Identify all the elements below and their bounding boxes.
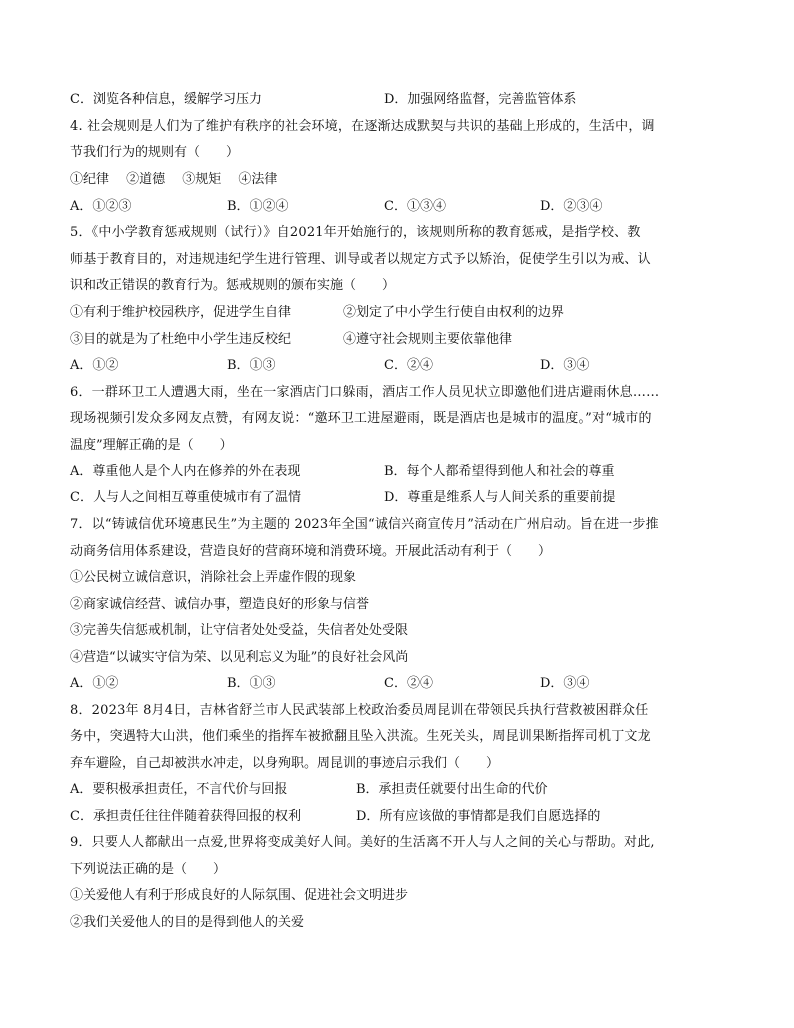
q7-item-3: ③完善失信惩戒机制，让守信者处处受益，失信者处处受限: [70, 623, 409, 638]
q7-stem-line-2: 动商务信用体系建设，营造良好的营商环境和消费环境。开展此活动有利于（ ）: [70, 544, 552, 559]
q8-stem-line-1: 8．2023年 8月4日，吉林省舒兰市人民武装部上校政治委员周昆训在带领民兵执行营救被困群众任: [70, 703, 649, 718]
q4-option-c: C．①③④: [384, 199, 446, 214]
q7-item-4: ④营造“以诚实守信为荣、以见利忘义为耻”的良好社会风尚: [70, 650, 409, 665]
q5-option-a: A．①②: [70, 358, 119, 373]
q8-option-a: A．要积极承担责任，不言代价与回报: [70, 782, 288, 797]
q4-option-b: B．①②④: [227, 199, 289, 214]
q9-item-2: ②我们关爱他人的目的是得到他人的关爱: [70, 915, 305, 930]
q5-stem-line-3: 识和改正错误的教育行为。惩戒规则的颁布实施（ ）: [70, 278, 396, 293]
q5-stem-line-1: 5．《中小学教育惩戒规则（试行）》自2021年开始施行的，该规则所称的教育惩戒，是指学校、教: [70, 225, 641, 240]
q5-option-c: C．②④: [384, 358, 433, 373]
q8-option-d: D．所有应该做的事情都是我们自愿选择的: [356, 809, 601, 824]
q7-stem-line-1: 7．以“铸诚信优环境惠民生”为主题的 2023年全国“诚信兴商宣传月”活动在广州启动。旨在进一步推: [70, 517, 659, 532]
q6-stem-line-3: 温度”理解正确的是（ ）: [70, 438, 233, 453]
q7-item-1: ①公民树立诚信意识，消除社会上弄虚作假的现象: [70, 570, 357, 585]
q7-option-d: D．③④: [540, 676, 590, 691]
q8-stem-line-3: 弃车避险，自己却被洪水冲走，以身殉职。周昆训的事迹启示我们（ ）: [70, 756, 500, 771]
q5-item-1: ①有利于维护校园秩序，促进学生自律: [70, 305, 292, 320]
q9-stem-line-1: 9．只要人人都献出一点爱,世界将变成美好人间。美好的生活离不开人与人之间的关心与帮助。对此,: [70, 835, 655, 850]
q5-item-3: ③目的就是为了杜绝中小学生违反校纪: [70, 332, 292, 347]
q6-option-d: D．尊重是维系人与人间关系的重要前提: [384, 490, 616, 505]
q4-stem-line-2: 节我们行为的规则有（ ）: [70, 145, 240, 160]
q5-item-4: ④遵守社会规则主要依靠他律: [343, 332, 513, 347]
q4-option-d: D．②③④: [540, 199, 603, 214]
q3-option-c: C．浏览各种信息，缓解学习压力: [70, 92, 262, 107]
q9-stem-line-2: 下列说法正确的是（ ）: [70, 862, 227, 877]
q7-option-b: B．①③: [227, 676, 276, 691]
q8-option-c: C．承担责任往往伴随着获得回报的权利: [70, 809, 301, 824]
q7-option-a: A．①②: [70, 676, 119, 691]
q5-option-d: D．③④: [540, 358, 590, 373]
q4-option-a: A．①②③: [70, 199, 132, 214]
q4-stem-line-1: 4. 社会规则是人们为了维护有秩序的社会环境，在逐渐达成默契与共识的基础上形成的，生活中，调: [70, 119, 655, 134]
q4-items: ①纪律 ②道德 ③规矩 ④法律: [70, 172, 278, 187]
q6-stem-line-2: 现场视频引发众多网友点赞，有网友说：“邀环卫工进屋避雨，既是酒店也是城市的温度。”对“城市的: [70, 411, 652, 426]
q6-stem-line-1: 6．一群环卫工人遭遇大雨，坐在一家酒店门口躲雨，酒店工作人员见状立即邀他们进店避雨休息……: [70, 385, 660, 400]
q5-option-b: B．①③: [227, 358, 276, 373]
q7-option-c: C．②④: [384, 676, 433, 691]
q5-stem-line-2: 师基于教育目的，对违规违纪学生进行管理、训导或者以规定方式予以矫治，促使学生引以为戒、认: [70, 252, 651, 267]
q8-stem-line-2: 务中，突遇特大山洪，他们乘坐的指挥车被掀翻且坠入洪流。生死关头，周昆训果断指挥司机丁文龙: [70, 729, 651, 744]
q6-option-a: A．尊重他人是个人内在修养的外在表现: [70, 464, 301, 479]
q8-option-b: B．承担责任就要付出生命的代价: [356, 782, 548, 797]
q6-option-c: C．人与人之间相互尊重使城市有了温情: [70, 490, 301, 505]
q7-item-2: ②商家诚信经营、诚信办事，塑造良好的形象与信誉: [70, 597, 370, 612]
q5-item-2: ②划定了中小学生行使自由权利的边界: [343, 305, 565, 320]
q9-item-1: ①关爱他人有利于形成良好的人际氛围、促进社会文明进步: [70, 888, 409, 903]
q3-option-d: D．加强网络监督，完善监管体系: [384, 92, 577, 107]
q6-option-b: B．每个人都希望得到他人和社会的尊重: [384, 464, 615, 479]
